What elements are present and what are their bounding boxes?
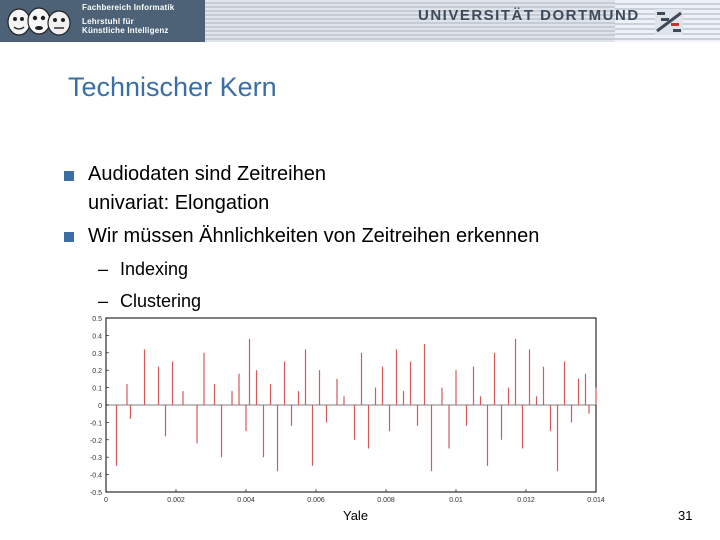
bullet-1: Audiodaten sind Zeitreihen bbox=[88, 163, 326, 185]
y-tick-label: -0.3 bbox=[89, 455, 102, 463]
x-tick-label: 0.012 bbox=[517, 497, 535, 504]
x-tick-label: 0.002 bbox=[167, 497, 185, 504]
y-tick-label: -0.5 bbox=[89, 490, 102, 497]
time-series-chart bbox=[75, 312, 615, 504]
page-number: 31 bbox=[678, 508, 693, 523]
dept-line-1: Fachbereich Informatik bbox=[82, 3, 175, 12]
y-tick-label: -0.1 bbox=[89, 420, 102, 428]
department-text bbox=[82, 3, 174, 35]
sub-bullet-clustering: Clustering bbox=[120, 291, 202, 311]
y-tick-label: 0.3 bbox=[92, 350, 102, 358]
bullet-1-continuation: univariat: Elongation bbox=[88, 192, 270, 214]
y-tick-label: 0.2 bbox=[92, 368, 102, 376]
x-tick-label: 0.006 bbox=[307, 497, 325, 504]
header-banner bbox=[0, 0, 720, 42]
sub-bullet-dash: – bbox=[98, 291, 109, 311]
y-tick-label: 0.1 bbox=[92, 385, 102, 393]
x-tick-label: 0.014 bbox=[587, 497, 605, 504]
bullet-square-icon bbox=[64, 232, 74, 242]
footer-author: Yale bbox=[343, 508, 369, 523]
university-logo-icon bbox=[655, 9, 683, 35]
y-tick-label: 0 bbox=[98, 403, 102, 410]
y-tick-label: 0.5 bbox=[92, 316, 102, 323]
sub-bullet-dash: – bbox=[98, 259, 109, 279]
sub-bullet-indexing: Indexing bbox=[120, 259, 189, 279]
y-tick-label: -0.2 bbox=[89, 437, 102, 445]
x-tick-label: 0.01 bbox=[449, 497, 463, 504]
bullet-square-icon bbox=[64, 171, 74, 181]
x-tick-label: 0 bbox=[104, 497, 108, 504]
slide-title: Technischer Kern bbox=[68, 72, 277, 102]
dept-line-3: Künstliche Intelligenz bbox=[82, 26, 169, 35]
y-tick-label: 0.4 bbox=[92, 333, 102, 341]
y-tick-label: -0.4 bbox=[89, 472, 102, 480]
x-tick-label: 0.004 bbox=[237, 497, 255, 504]
university-name: UNIVERSITÄT DORTMUND bbox=[418, 7, 640, 24]
x-tick-label: 0.008 bbox=[377, 497, 395, 504]
faces-logo-icon bbox=[5, 4, 73, 38]
bullet-2: Wir müssen Ähnlichkeiten von Zeitreihen erkennen bbox=[88, 225, 540, 247]
dept-line-2: Lehrstuhl für bbox=[82, 17, 134, 26]
faculty-panel bbox=[0, 0, 205, 42]
